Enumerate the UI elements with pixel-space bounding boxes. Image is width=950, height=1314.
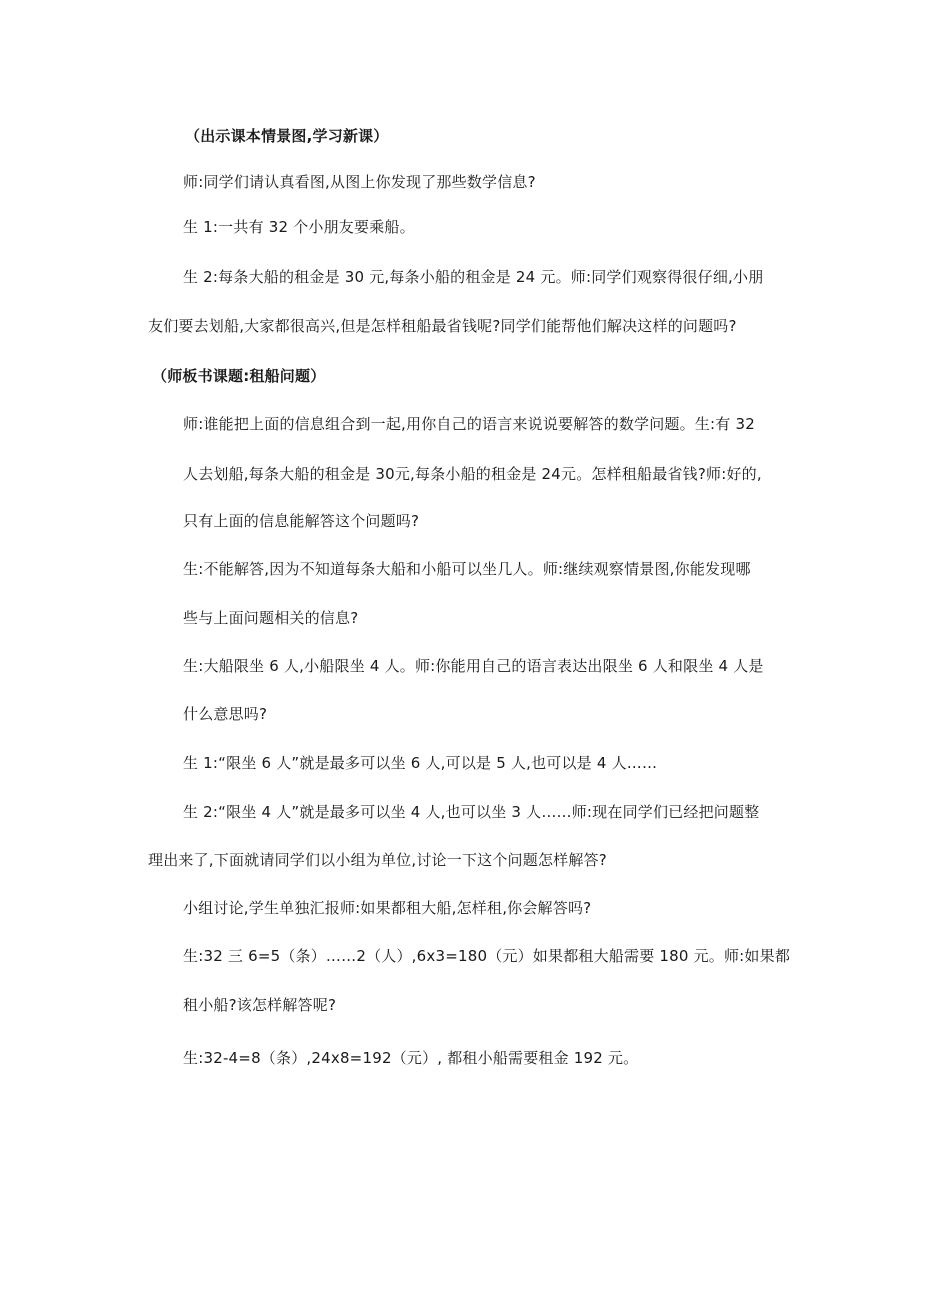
paragraph-line: 生 2:“限坐 4 人”就是最多可以坐 4 人,也可以坐 3 人……师:现在同学们已经把问题整 <box>183 803 760 821</box>
paragraph-line: 生 2:每条大船的租金是 30 元,每条小船的租金是 24 元。师:同学们观察得很仔细,小朋 <box>183 268 764 286</box>
paragraph-line: 生 1:一共有 32 个小朋友要乘船。 <box>183 218 415 236</box>
paragraph-line: 什么意思吗? <box>183 705 268 723</box>
section-heading: （师板书课题:租船问题） <box>152 367 326 385</box>
paragraph-line: 生 1:“限坐 6 人”就是最多可以坐 6 人,可以是 5 人,也可以是 4 人…… <box>183 754 658 772</box>
paragraph-line: 师:谁能把上面的信息组合到一起,用你自己的语言来说说要解答的数学问题。生:有 32 <box>183 415 755 433</box>
paragraph-line: 租小船?该怎样解答呢? <box>183 996 337 1014</box>
paragraph-line: 生:大船限坐 6 人,小船限坐 4 人。师:你能用自己的语言表达出限坐 6 人和限坐 4 人是 <box>183 657 764 675</box>
paragraph-line: 些与上面问题相关的信息? <box>183 609 359 627</box>
paragraph-line: 师:同学们请认真看图,从图上你发现了那些数学信息? <box>183 173 536 191</box>
paragraph-line: 小组讨论,学生单独汇报师:如果都租大船,怎样租,你会解答吗? <box>183 899 592 917</box>
paragraph-line: 只有上面的信息能解答这个问题吗? <box>183 512 420 530</box>
paragraph-line: 理出来了,下面就请同学们以小组为单位,讨论一下这个问题怎样解答? <box>148 851 607 869</box>
section-heading: （出示课本情景图,学习新课） <box>185 127 389 145</box>
paragraph-line: 生:32 三 6=5（条）……2（人）,6x3=180（元）如果都租大船需要 180 元。师:如果都 <box>183 947 791 965</box>
paragraph-line: 生:32-4=8（条）,24x8=192（元）, 都租小船需要租金 192 元。 <box>183 1049 639 1067</box>
paragraph-line: 友们要去划船,大家都很高兴,但是怎样租船最省钱呢?同学们能帮他们解决这样的问题吗? <box>148 317 737 335</box>
paragraph-line: 生:不能解答,因为不知道每条大船和小船可以坐几人。师:继续观察情景图,你能发现哪 <box>183 560 751 578</box>
paragraph-line: 人去划船,每条大船的租金是 30元,每条小船的租金是 24元。怎样租船最省钱?师:好的, <box>183 465 762 483</box>
